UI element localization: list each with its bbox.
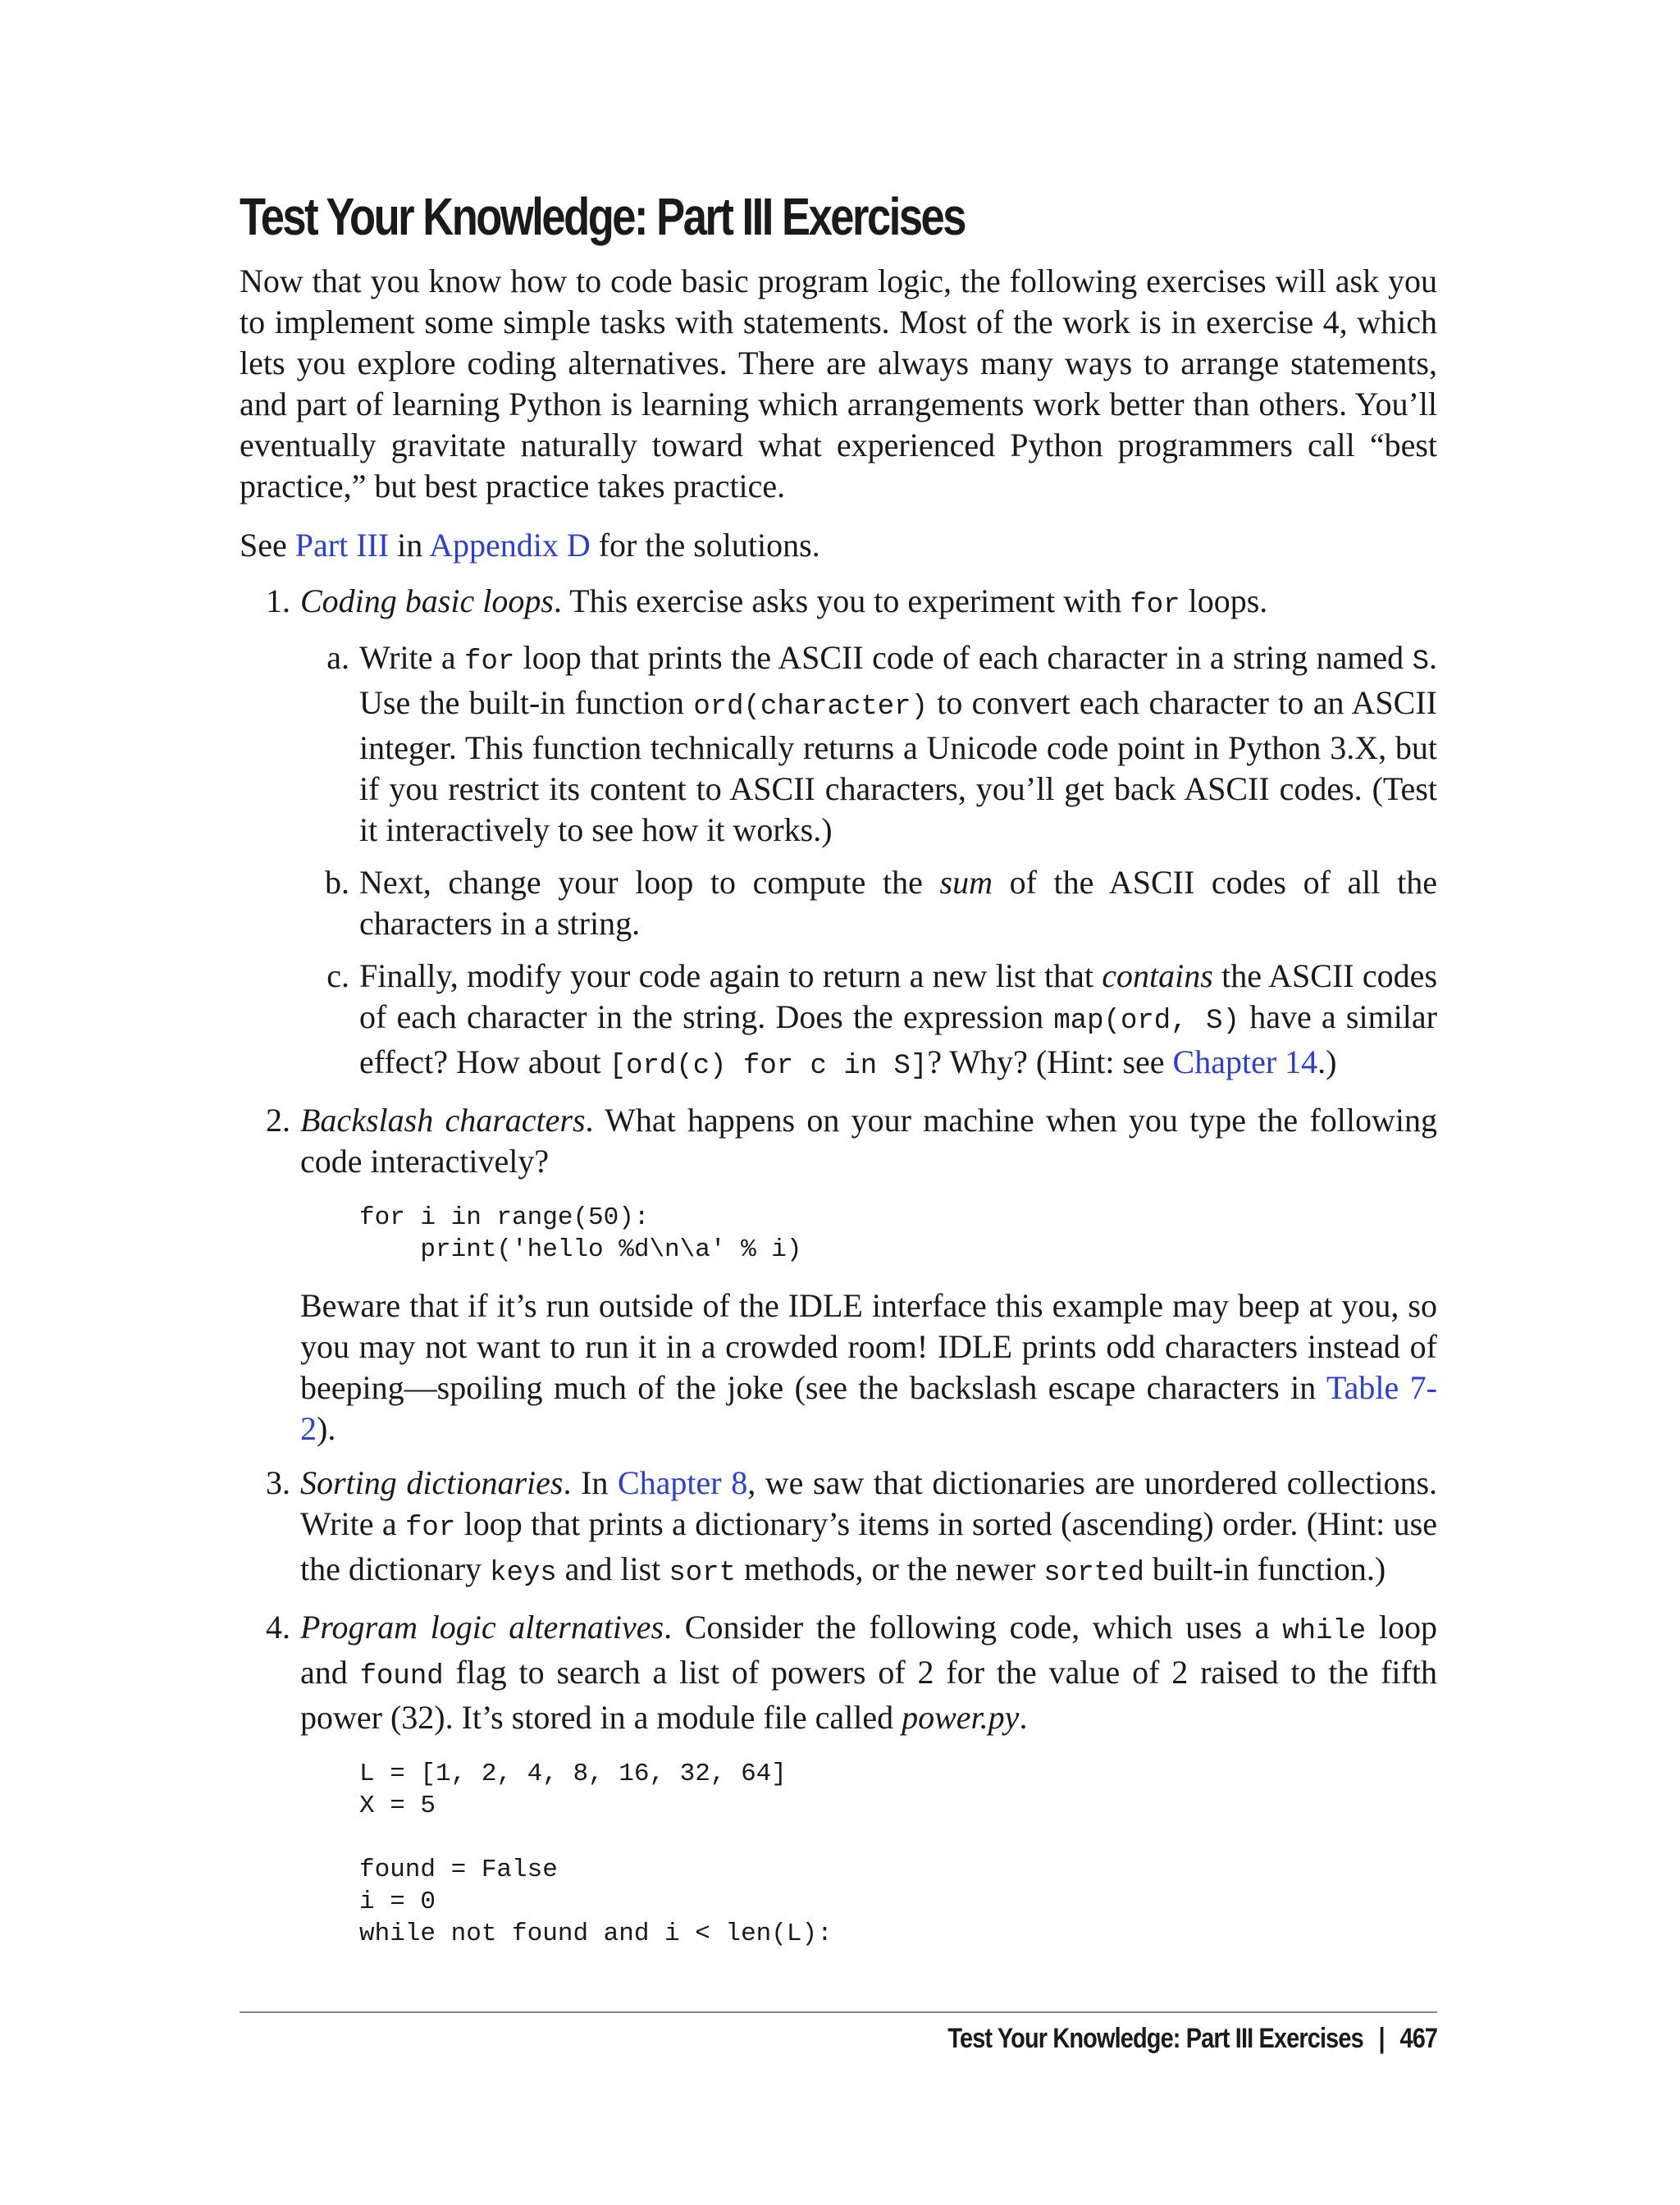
page-content	[240, 187, 1437, 1970]
text: flag to search a list of powers of 2 for the value of 2 raised to the fifth power (32). It’s stored in a module file called	[300, 1654, 1437, 1736]
exercise-title: Coding basic loops	[300, 582, 554, 619]
text: methods, or the newer	[735, 1550, 1044, 1587]
inline-code: keys	[490, 1558, 557, 1589]
text: loop that prints a dictionary’s items in sorted (ascending) order. (Hint: use the dictionary	[300, 1505, 1437, 1587]
exercise-list	[240, 581, 1437, 1950]
text: Finally, modify your code again to return a new list that	[359, 957, 1102, 994]
page-title: Test Your Knowledge: Part III Exercises	[240, 187, 966, 246]
text: to convert each character to an ASCII integer. This function technically returns a Unicode code point in Python 3.X, but if you restrict its content to ASCII characters, you’ll get back ASCII codes. (Test it interactively to see how it works.)	[359, 684, 1437, 848]
inline-code: [ord(c) for c in S]	[609, 1051, 928, 1082]
text: built-in function.)	[1144, 1550, 1386, 1587]
text: . What happens on your machine when you type the following code interactively?	[300, 1102, 1438, 1180]
exercise-number: 3.	[266, 1464, 290, 1501]
exercise-number: 1.	[266, 582, 290, 619]
sub-exercise-list	[300, 637, 1437, 1087]
text: loop and	[300, 1609, 1437, 1691]
exercise-number: 2.	[266, 1102, 290, 1139]
emphasis: power.py	[902, 1699, 1020, 1736]
see-mid: in	[389, 527, 430, 564]
sub-letter: c.	[326, 957, 349, 994]
page-number: 467	[1399, 2023, 1437, 2054]
text: Write a	[359, 639, 465, 676]
exercise-1	[240, 581, 1437, 1087]
inline-code: for	[1130, 590, 1180, 621]
text: .)	[1317, 1043, 1337, 1080]
emphasis: contains	[1102, 957, 1213, 994]
text: , we saw that dictionaries are unordered collections. Write a	[300, 1464, 1438, 1542]
sub-letter: b.	[325, 864, 349, 901]
sub-exercise-c	[300, 956, 1437, 1087]
table-7-2-link[interactable]: Table 7-2	[300, 1369, 1437, 1447]
text: have a similar effect? How about	[359, 998, 1437, 1080]
text: .	[1019, 1699, 1028, 1736]
text: loop that prints the ASCII code of each character in a string named	[514, 639, 1413, 676]
part-iii-link[interactable]: Part III	[294, 527, 390, 564]
exercise-2	[240, 1100, 1437, 1449]
text: ).	[317, 1410, 336, 1447]
exercise-title: Sorting dictionaries	[300, 1464, 564, 1501]
sub-letter: a.	[326, 639, 349, 676]
footer-title: Test Your Knowledge: Part III Exercises	[947, 2023, 1363, 2054]
inline-code: found	[359, 1661, 444, 1692]
text: of the ASCII codes of all the characters in a string.	[359, 864, 1437, 942]
exercise-title: Backslash characters	[300, 1102, 586, 1139]
footer-rule	[240, 2011, 1437, 2013]
text: . This exercise asks you to experiment with	[553, 582, 1130, 619]
sub-exercise-b	[300, 862, 1437, 944]
text: Next, change your loop to compute the	[359, 864, 940, 901]
inline-code: while	[1282, 1616, 1367, 1647]
text: and list	[556, 1550, 669, 1587]
emphasis: sum	[939, 864, 993, 901]
chapter-14-link[interactable]: Chapter 14	[1172, 1043, 1318, 1080]
inline-code: sort	[669, 1558, 736, 1589]
footer-separator: |	[1378, 2023, 1385, 2054]
exercise-2-note	[300, 1285, 1437, 1449]
chapter-8-link[interactable]: Chapter 8	[617, 1464, 748, 1501]
text: Beware that if it’s run outside of the IDLE interface this example may beep at you, so you may not want to run it in a crowded room! IDLE prints odd characters instead of beeping—spoiling much of the joke (see the backslash escape characters in	[300, 1287, 1437, 1406]
inline-code: for	[464, 646, 515, 678]
code-block: L = [1, 2, 4, 8, 16, 32, 64] X = 5 found = False i = 0 while not found and i < len(L):	[359, 1760, 833, 1948]
see-prefix: See	[240, 527, 295, 564]
exercise-3	[240, 1463, 1437, 1594]
exercise-4	[240, 1607, 1437, 1950]
see-suffix: for the solutions.	[590, 527, 820, 564]
appendix-d-link[interactable]: Appendix D	[429, 527, 591, 564]
exercise-number: 4.	[266, 1609, 290, 1646]
sub-exercise-a	[300, 637, 1437, 851]
text: . Consider the following code, which uses a	[664, 1609, 1283, 1646]
text: . In	[563, 1464, 618, 1501]
code-block: for i in range(50): print('hello %d\n\a' % i)	[359, 1203, 802, 1264]
text: . Use the built-in function	[359, 639, 1437, 721]
inline-code: S	[1412, 646, 1429, 678]
inline-code: ord(character)	[693, 692, 928, 723]
exercise-title: Program logic alternatives	[300, 1609, 664, 1646]
page-footer	[947, 2023, 1437, 2055]
intro-paragraph: Now that you know how to code basic program logic, the following exercises will ask you to implement some simple tasks with statements. Most of the work is in exercise 4, which lets you explore coding alternatives. There are always many ways to arrange statements, and part of learning Python is learning which arrangements work better than others. You’ll eventually gravitate naturally toward what experienced Python programmers call “best practice,” but best practice takes practice.	[240, 262, 1437, 504]
inline-code: sorted	[1043, 1558, 1144, 1589]
inline-code: for	[405, 1513, 456, 1544]
inline-code: map(ord, S)	[1053, 1006, 1239, 1037]
text: loops.	[1180, 582, 1268, 619]
solutions-note	[240, 525, 1437, 566]
text: ? Why? (Hint: see	[927, 1043, 1173, 1080]
text: the ASCII codes of each character in the string. Does the expression	[359, 957, 1438, 1035]
